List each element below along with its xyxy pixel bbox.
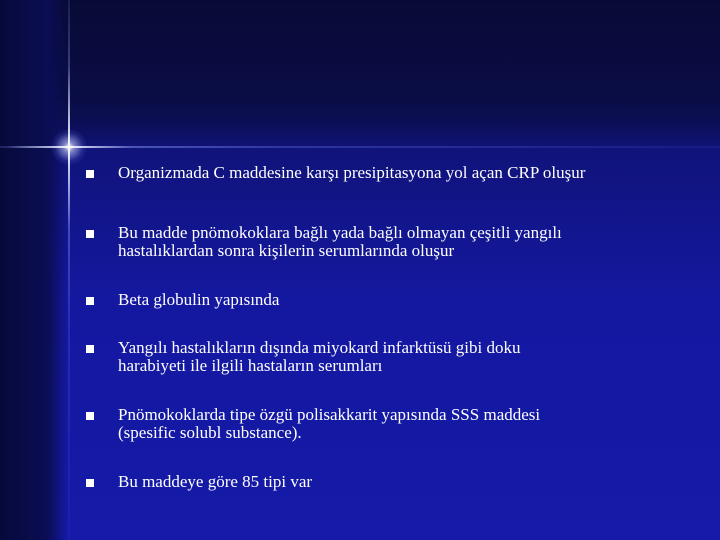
list-item bbox=[86, 291, 686, 309]
list-item bbox=[86, 164, 686, 182]
left-band bbox=[0, 0, 68, 540]
list-item bbox=[86, 406, 686, 442]
square-bullet-icon bbox=[86, 230, 94, 238]
bullet-text: Bu madde pnömokoklara bağlı yada bağlı olmayan çeşitli yangılı hastalıklardan sonra kişilerin serumlarında oluşur bbox=[118, 223, 562, 260]
bullet-text: Bu maddeye göre 85 tipi var bbox=[118, 472, 313, 491]
list-item bbox=[86, 339, 686, 375]
header-band bbox=[0, 0, 720, 148]
list-item bbox=[86, 224, 686, 260]
square-bullet-icon bbox=[86, 479, 94, 487]
bullet-text: Beta globulin yapısında bbox=[118, 290, 280, 309]
square-bullet-icon bbox=[86, 412, 94, 420]
square-bullet-icon bbox=[86, 297, 94, 305]
bullet-text: Yangılı hastalıkların dışında miyokard infarktüsü gibi doku harabiyeti ile ilgili hastaların serumları bbox=[118, 338, 521, 375]
bullet-text: Pnömokoklarda tipe özgü polisakkarit yapısında SSS maddesi (spesific solubl substance). bbox=[118, 405, 541, 442]
list-item bbox=[86, 473, 686, 491]
square-bullet-icon bbox=[86, 345, 94, 353]
square-bullet-icon bbox=[86, 170, 94, 178]
bullet-text: Organizmada C maddesine karşı presipitasyona yol açan CRP oluşur bbox=[118, 163, 586, 182]
